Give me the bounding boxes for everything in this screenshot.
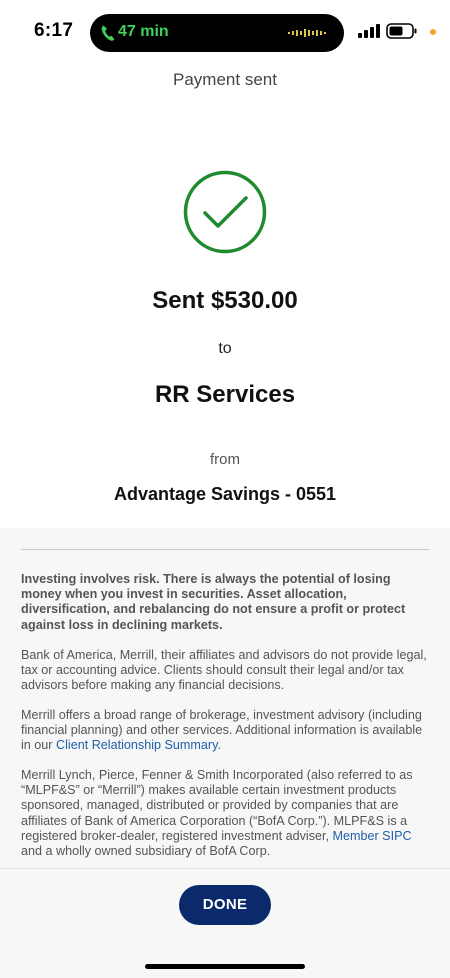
to-label: to (218, 340, 232, 357)
recipient-name: RR Services (154, 381, 296, 408)
checkmark-circle-icon (183, 170, 267, 254)
signal-icon (358, 24, 380, 38)
advice-disclosure: Bank of America, Merrill, their affiliates and advisors do not provide legal, tax or accounting advice. Clients should consult their legal and/or tax advisors before making any financial decisions. (21, 648, 427, 693)
risk-disclosure: Investing involves risk. There is always the potential of losing money when you invest in securities. Asset allocation, diversification, and rebalancing do not ensure a profit or protect against loss in declining markets. (21, 572, 406, 632)
home-indicator[interactable] (145, 964, 305, 969)
status-bar (0, 0, 450, 62)
phone-icon (100, 24, 116, 42)
done-button[interactable]: DONE (179, 885, 271, 925)
call-duration: 47 min (118, 23, 169, 40)
footer (0, 869, 450, 978)
battery-icon (386, 23, 418, 39)
mlpfs-disclosure-text: Merrill Lynch, Pierce, Fenner & Smith Incorporated (also referred to as “MLPF&S” or “Merrill”) makes available certain investment products sponsored, managed, distributed or provided by companies that are affiliates of Bank of America Corporation (“BofA Corp.”). MLPF&S is a registered broker-dealer, registered investment adviser, (21, 768, 413, 843)
mlpfs-disclosure (21, 768, 429, 859)
from-label: from (210, 451, 240, 468)
active-call-pill[interactable] (90, 14, 344, 52)
services-disclosure (21, 708, 429, 754)
status-time: 6:17 (34, 20, 74, 41)
disclosure-panel (0, 528, 450, 868)
mlpfs-disclosure-end: and a wholly owned subsidiary of BofA Corp. (21, 844, 271, 859)
from-account: Advantage Savings - 0551 (113, 484, 337, 504)
divider (21, 549, 429, 550)
waveform-icon (288, 27, 328, 39)
member-sipc-link[interactable]: Member SIPC (332, 828, 412, 843)
services-disclosure-end: . (217, 738, 221, 753)
services-disclosure-text: Merrill offers a broad range of brokerage, investment advisory (including financial planning) and other services. Additional information is available in our (21, 708, 423, 753)
page-title: Payment sent (173, 70, 277, 89)
sent-amount: Sent $530.00 (152, 287, 298, 314)
client-relationship-summary-link[interactable]: Client Relationship Summary (56, 738, 218, 753)
privacy-indicator-dot (430, 29, 436, 35)
